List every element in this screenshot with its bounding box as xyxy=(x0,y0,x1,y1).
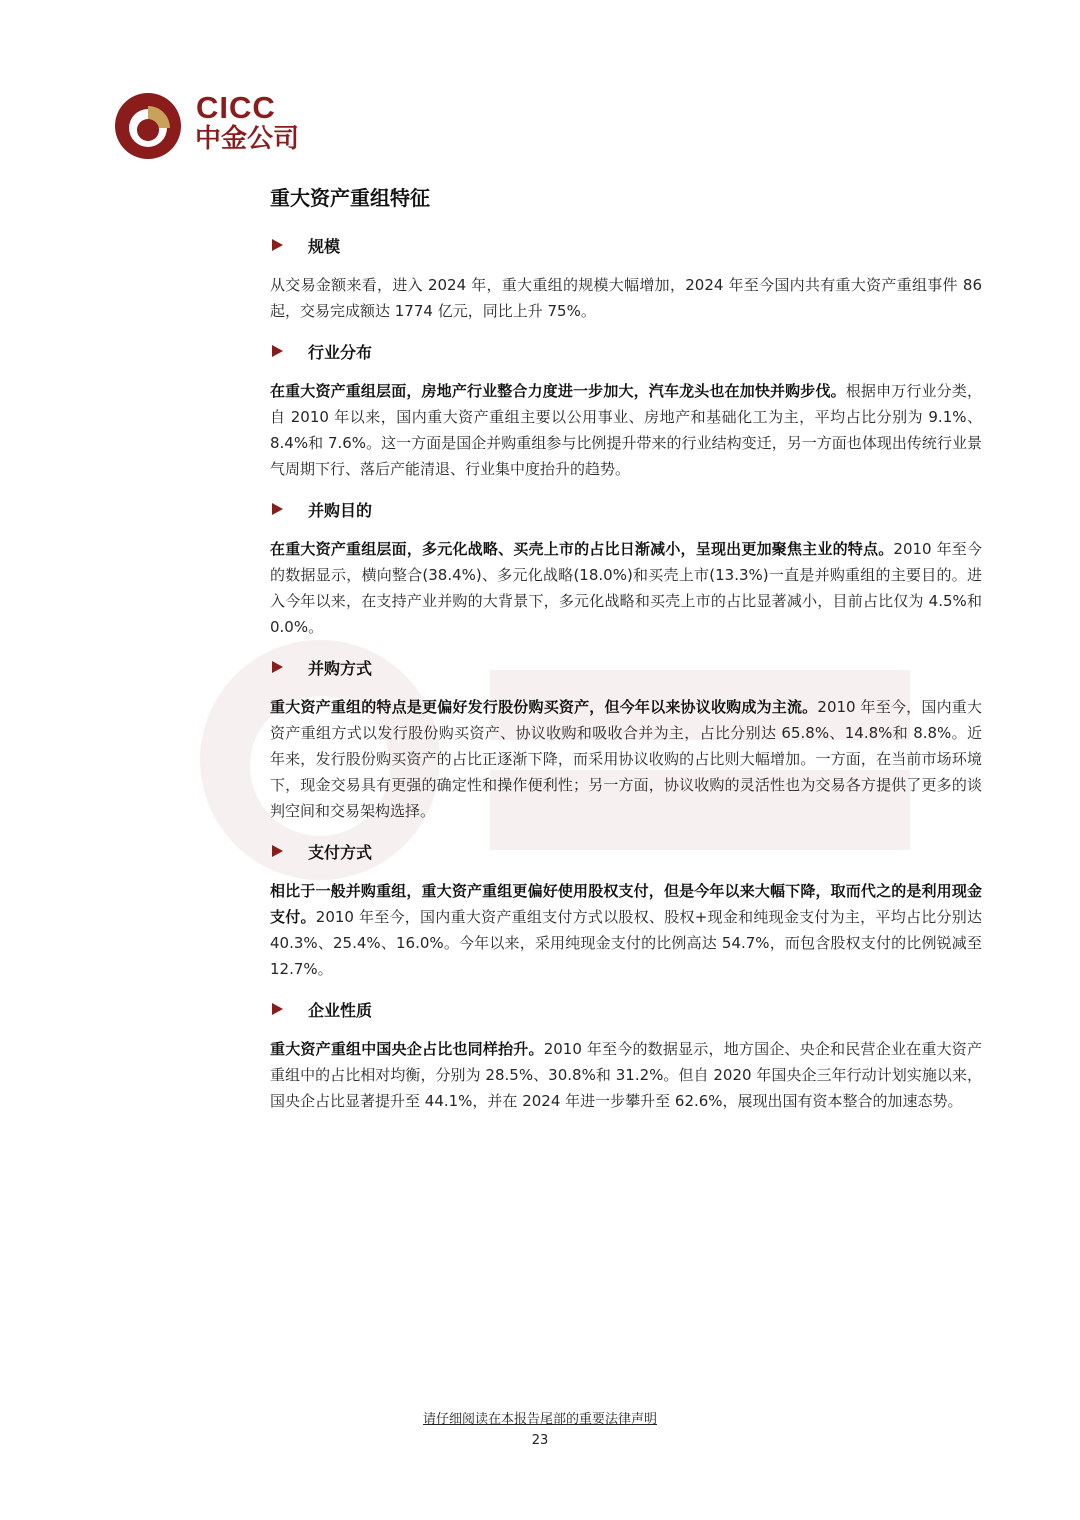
cicc-logo-mark-icon xyxy=(114,92,182,160)
section-heading xyxy=(270,838,982,864)
section-heading xyxy=(270,338,982,364)
page-title: 重大资产重组特征 xyxy=(270,186,430,210)
paragraph-body: 根据申万行业分类，自 2010 年以来，国内重大资产重组主要以公用事业、房地产和基础化工为主，平均占比分别为 9.1%、8.4%和 7.6%。这一方面是国企并购重组参与比例提升带来的行业结构变迁，另一方面也体现出传统行业景气周期下行、落后产能清退、行业集中度抬升的趋势。 xyxy=(270,382,982,478)
section-paragraph xyxy=(270,536,982,640)
logo-text-cn: 中金公司 xyxy=(195,124,300,154)
paragraph-body: 2010 年至今的数据显示，地方国企、央企和民营企业在重大资产重组中的占比相对均衡，分别为 28.5%、30.8%和 31.2%。但自 2020 年国央企三年行动计划实施以来，国央企占比显著提升至 44.1%，并在 2024 年进一步攀升至 62.6%，展现出国有资本整合的加速态势。 xyxy=(270,1040,982,1110)
section-heading xyxy=(270,496,982,522)
logo-text-en: CICC xyxy=(196,90,276,125)
page-footer xyxy=(0,1410,1080,1452)
section-ownership xyxy=(270,996,982,1114)
section-heading xyxy=(270,654,982,680)
triangle-bullet-icon xyxy=(272,845,283,857)
section-purpose xyxy=(270,496,982,640)
section-paragraph xyxy=(270,378,982,482)
page-number: 23 xyxy=(531,1433,549,1448)
section-heading-label: 并购目的 xyxy=(308,500,373,520)
section-heading-label: 并购方式 xyxy=(308,658,373,678)
paragraph-lead: 在重大资产重组层面，多元化战略、买壳上市的占比日渐减小，呈现出更加聚焦主业的特点。 xyxy=(270,540,894,558)
section-heading-label: 规模 xyxy=(308,236,341,256)
triangle-bullet-icon xyxy=(272,661,283,673)
section-heading-label: 行业分布 xyxy=(308,342,373,362)
section-heading xyxy=(270,232,982,258)
section-paragraph xyxy=(270,272,982,324)
paragraph-lead: 重大资产重组中国央企占比也同样抬升。 xyxy=(270,1040,544,1058)
paragraph-body: 2010 年至今，国内重大资产重组支付方式以股权、股权+现金和纯现金支付为主，平均占比分别达 40.3%、25.4%、16.0%。今年以来，采用纯现金支付的比例高达 54.7%，而包含股权支付的比例锐减至 12.7%。 xyxy=(270,908,982,978)
paragraph-lead: 在重大资产重组层面，房地产行业整合力度进一步加大，汽车龙头也在加快并购步伐。 xyxy=(270,382,846,400)
section-industry xyxy=(270,338,982,482)
section-heading-label: 企业性质 xyxy=(308,1000,373,1020)
paragraph-body: 2010 年至今，国内重大资产重组方式以发行股份购买资产、协议收购和吸收合并为主，占比分别达 65.8%、14.8%和 8.8%。近年来，发行股份购买资产的占比正逐渐下降，而采用协议收购的占比则大幅增加。一方面，在当前市场环境下，现金交易具有更强的确定性和操作便利性；另一方面，协议收购的灵活性也为交易各方提供了更多的谈判空间和交易架构选择。 xyxy=(270,698,982,820)
section-paragraph xyxy=(270,878,982,982)
section-payment xyxy=(270,838,982,982)
section-heading xyxy=(270,996,982,1022)
section-heading-label: 支付方式 xyxy=(308,842,373,862)
cicc-logo xyxy=(114,90,314,162)
paragraph-lead: 重大资产重组的特点是更偏好发行股份购买资产，但今年以来协议收购成为主流。 xyxy=(270,698,818,716)
section-paragraph xyxy=(270,1036,982,1114)
report-body xyxy=(270,180,982,1128)
section-paragraph xyxy=(270,694,982,824)
triangle-bullet-icon xyxy=(272,239,283,251)
triangle-bullet-icon xyxy=(272,503,283,515)
section-scale xyxy=(270,232,982,324)
legal-notice-link[interactable]: 请仔细阅读在本报告尾部的重要法律声明 xyxy=(422,1412,657,1427)
section-method xyxy=(270,654,982,824)
paragraph-lead: 相比于一般并购重组，重大资产重组更偏好使用股权支付，但是今年以来大幅下降，取而代之的是利用现金支付。 xyxy=(270,882,982,926)
triangle-bullet-icon xyxy=(272,1003,283,1015)
triangle-bullet-icon xyxy=(272,345,283,357)
paragraph-body: 2010 年至今的数据显示，横向整合(38.4%)、多元化战略(18.0%)和买壳上市(13.3%)一直是并购重组的主要目的。进入今年以来，在支持产业并购的大背景下，多元化战略和买壳上市的占比显著减小，目前占比仅为 4.5%和 0.0%。 xyxy=(270,540,982,636)
paragraph-body: 从交易金额来看，进入 2024 年，重大重组的规模大幅增加，2024 年至今国内共有重大资产重组事件 86 起，交易完成额达 1774 亿元，同比上升 75%。 xyxy=(270,276,982,320)
